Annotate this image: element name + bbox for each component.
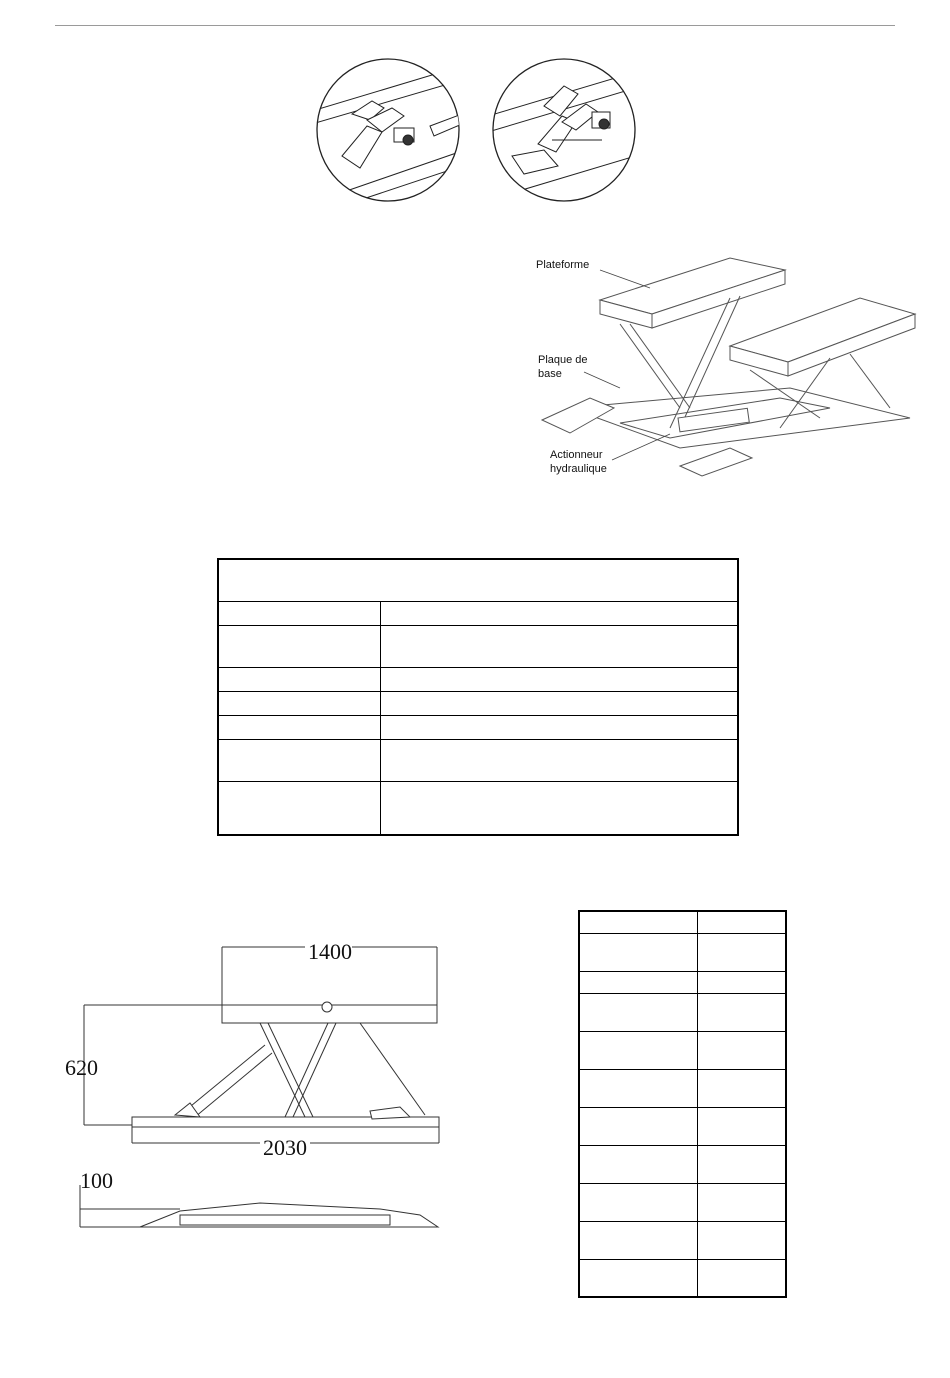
table-cell	[218, 601, 380, 625]
table-cell	[380, 625, 738, 667]
table-row	[579, 971, 786, 993]
table-cell	[218, 739, 380, 781]
table-cell	[579, 1069, 697, 1107]
dimension-platform-length: 1400	[308, 939, 352, 964]
table-row	[579, 1145, 786, 1183]
table-title-cell	[218, 559, 738, 601]
parts-table	[578, 910, 787, 1298]
table-row	[579, 993, 786, 1031]
table-row	[218, 691, 738, 715]
table-cell	[579, 1145, 697, 1183]
table-row	[218, 559, 738, 601]
table-cell	[218, 625, 380, 667]
table-cell	[579, 993, 697, 1031]
table-cell	[697, 1145, 786, 1183]
dimension-lowered-height: 100	[80, 1168, 113, 1193]
table-cell	[218, 715, 380, 739]
base-plate-label-line2: base	[538, 368, 562, 380]
table-row	[579, 1259, 786, 1297]
table-row	[579, 1221, 786, 1259]
table-row	[218, 739, 738, 781]
table-cell	[579, 971, 697, 993]
lift-perspective-diagram	[530, 248, 930, 518]
header-rule	[55, 25, 895, 26]
table-cell	[697, 1221, 786, 1259]
table-cell	[380, 667, 738, 691]
specification-table	[217, 558, 739, 836]
lift-dimension-drawing	[60, 935, 460, 1245]
table-cell	[697, 1107, 786, 1145]
table-cell	[697, 971, 786, 993]
table-cell	[579, 911, 697, 933]
lock-detail-right	[488, 59, 642, 201]
table-cell	[380, 739, 738, 781]
dimension-raised-height: 620	[65, 1055, 98, 1080]
table-cell	[579, 1107, 697, 1145]
lock-detail-left	[312, 59, 462, 206]
table-row	[218, 715, 738, 739]
table-cell	[579, 1221, 697, 1259]
actuator-label-line1: Actionneur	[550, 449, 603, 461]
base-plate-label-line1: Plaque de	[538, 354, 588, 366]
table-row	[579, 1107, 786, 1145]
table-cell	[697, 933, 786, 971]
table-row	[579, 1031, 786, 1069]
table-cell	[697, 911, 786, 933]
table-cell	[697, 1031, 786, 1069]
table-cell	[579, 933, 697, 971]
table-cell	[218, 691, 380, 715]
table-cell	[579, 1259, 697, 1297]
table-row	[579, 1183, 786, 1221]
lock-detail-illustrations	[312, 56, 642, 206]
table-cell	[697, 1259, 786, 1297]
table-cell	[697, 1183, 786, 1221]
table-row	[218, 601, 738, 625]
table-cell	[579, 1031, 697, 1069]
table-cell	[380, 601, 738, 625]
table-cell	[380, 781, 738, 835]
table-cell	[218, 667, 380, 691]
table-row	[579, 1069, 786, 1107]
table-row	[218, 625, 738, 667]
table-cell	[218, 781, 380, 835]
table-row	[218, 667, 738, 691]
table-cell	[697, 1069, 786, 1107]
table-cell	[579, 1183, 697, 1221]
dimension-base-length: 2030	[263, 1135, 307, 1160]
table-cell	[380, 691, 738, 715]
table-row	[579, 933, 786, 971]
table-row	[579, 911, 786, 933]
actuator-label-line2: hydraulique	[550, 463, 607, 475]
table-row	[218, 781, 738, 835]
table-cell	[697, 993, 786, 1031]
table-cell	[380, 715, 738, 739]
platform-label: Plateforme	[536, 259, 590, 271]
